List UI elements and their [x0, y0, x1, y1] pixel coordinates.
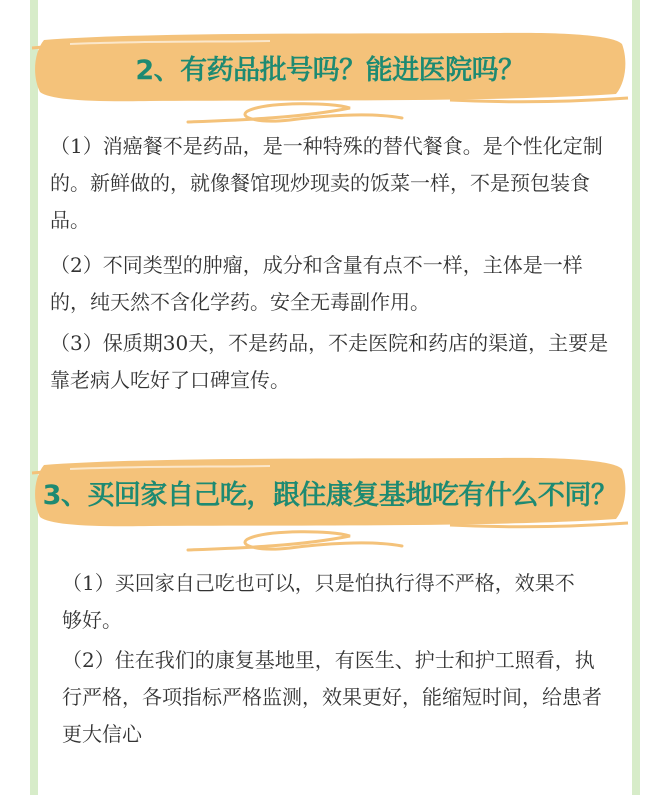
section-2-paragraph-3: （3）保质期30天，不是药品，不走医院和药店的渠道，主要是靠老病人吃好了口碑宣传。: [50, 331, 609, 392]
section-3-banner: [30, 455, 630, 529]
section-3-title: 3、买回家自己吃，跟住康复基地吃有什么不同？: [42, 479, 618, 511]
left-frame-border: [30, 0, 38, 795]
decorative-swirl-icon: [180, 100, 410, 130]
section-2-paragraph-1: （1）消癌餐不是药品，是一种特殊的替代餐食。是个性化定制的。新鲜做的，就像餐馆现炒现卖的饭菜一样，不是预包装食品。: [50, 134, 603, 232]
section-3-paragraph-1: （1）买回家自己吃也可以，只是怕执行得不严格，效果不够好。: [62, 571, 575, 632]
section-2-title: 2、有药品批号吗？能进医院吗？: [135, 54, 525, 86]
decorative-swirl-icon: [180, 528, 410, 558]
section-2-banner: [30, 30, 630, 104]
section-3-paragraph-2: （2）住在我们的康复基地里，有医生、护士和护工照看，执行严格，各项指标严格监测，效果更好，能缩短时间，给患者更大信心: [62, 648, 602, 746]
right-frame-border: [632, 0, 640, 795]
section-2-paragraph-2: （2）不同类型的肿瘤，成分和含量有点不一样，主体是一样的，纯天然不含化学药。安全无毒副作用。: [50, 253, 583, 314]
